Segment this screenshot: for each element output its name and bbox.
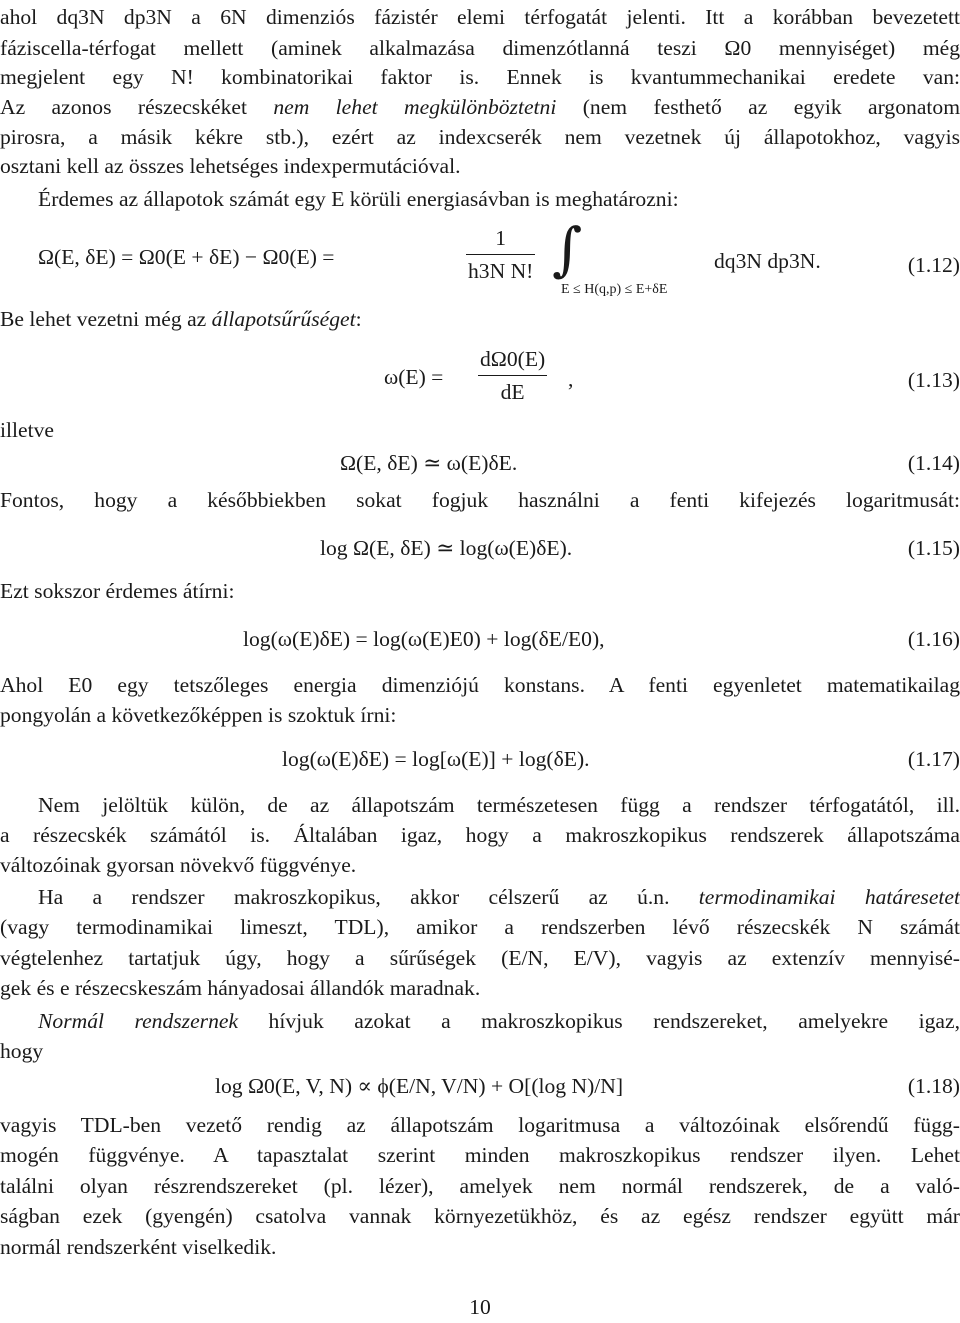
paragraph-line (38, 1006, 960, 1037)
paragraph-line: Ezt sokszor érdemes átírni: (0, 579, 235, 603)
equation-number: (1.18) (907, 1074, 960, 1098)
text-run: Ha a rendszer makroszkopikus, akkor célszerű az ú.n. (38, 885, 699, 909)
paragraph-line: találni olyan részrendszereket (pl. lézer), amelyek nem normál rendszerek, de a való- (0, 1174, 960, 1198)
fraction-denominator: dE (500, 380, 525, 404)
paragraph-line: megjelent egy N! kombinatorikai faktor is. Ennek is kvantummechanikai eredete van: (0, 65, 960, 89)
text-run: Be lehet vezetni még az (0, 307, 212, 331)
paragraph-line: osztani kell az összes lehetséges indexpermutációval. (0, 154, 461, 178)
paragraph-line: Érdemes az állapotok számát egy E körüli energiasávban is meghatározni: (38, 187, 679, 211)
paragraph-line: változóinak gyorsan növekvő függvénye. (0, 853, 357, 877)
paragraph-line (0, 304, 960, 335)
paragraph-line: ságban ezek (gyengén) csatolva vannak környezetükhöz, és az egész rendszer együtt már (0, 1204, 960, 1228)
equation-1-12-rhs: dq3N dp3N. (714, 249, 821, 273)
emphasis-text: nem lehet megkülönböztetni (273, 95, 557, 119)
text-run: : (355, 307, 362, 331)
paragraph-line: ahol dq3N dp3N a 6N dimenziós fázistér elemi térfogatát jelenti. Itt a korábban bevezetett (0, 5, 960, 29)
equation-number: (1.14) (907, 451, 960, 475)
paragraph-line: fáziscella-térfogat mellett (aminek alkalmazása dimenzótlanná teszi Ω0 mennyiséget) még (0, 36, 960, 60)
paragraph-line: gek és e részecskeszám hányadosai állandók maradnak. (0, 976, 481, 1000)
equation-number: (1.12) (907, 253, 960, 277)
equation-number: (1.13) (907, 368, 960, 392)
paragraph-line: normál rendszerként viselkedik. (0, 1235, 277, 1259)
paragraph-line: vagyis TDL-ben vezető rendig az állapotszám logaritmusa a változóinak elsőrendű függ- (0, 1113, 960, 1137)
equation-1-13-lhs: ω(E) = (384, 365, 444, 389)
equation-1-17: log(ω(E)δE) = log[ω(E)] + log(δE). (282, 747, 590, 771)
equation-1-12-fraction (466, 222, 535, 287)
paragraph-line (38, 882, 960, 913)
integral-sign: ∫ (552, 215, 583, 283)
paragraph-line: illetve (0, 418, 54, 442)
paragraph-line: a részecskék számától is. Általában igaz, hogy a makroszkopikus rendszerek állapotszáma (0, 823, 960, 847)
paragraph-line: (vagy termodinamikai limeszt, TDL), amikor a rendszerben lévő részecskék N számát (0, 915, 960, 939)
equation-1-18: log Ω0(E, V, N) ∝ ϕ(E/N, V/N) + O[(log N)/N] (215, 1074, 624, 1098)
text-run: Az azonos részecskéket (0, 95, 274, 119)
equation-1-12-lhs: Ω(E, δE) = Ω0(E + δE) − Ω0(E) = (38, 245, 335, 269)
equation-1-15: log Ω(E, δE) ≃ log(ω(E)δE). (320, 536, 573, 560)
equation-number: (1.16) (907, 627, 960, 651)
fraction-numerator: dΩ0(E) (478, 343, 547, 376)
fraction-numerator: 1 (466, 222, 535, 255)
equation-1-13-rhs: , (568, 367, 574, 391)
page-number: 10 (469, 1295, 491, 1319)
paragraph-line: hogy (0, 1039, 44, 1063)
fraction-denominator: h3N N! (468, 259, 534, 283)
paragraph-line: mogén függvénye. A tapasztalat szerint minden makroszkopikus rendszer ilyen. Lehet (0, 1143, 960, 1167)
paragraph-line: Nem jelöltük külön, de az állapotszám természetesen függ a rendszer térfogatától, ill. (38, 793, 960, 817)
equation-1-13-fraction (478, 343, 547, 408)
text-run: (nem festhető az egyik argonatom (556, 95, 960, 119)
paragraph-line: végtelenhez tartatjuk úgy, hogy a sűrűségek (E/N, E/V), vagyis az extenzív mennyisé- (0, 946, 960, 970)
emphasis-text: termodinamikai határesetet (698, 885, 960, 909)
equation-1-16: log(ω(E)δE) = log(ω(E)E0) + log(δE/E0), (243, 627, 605, 651)
paragraph-line: pongyolán a következőképpen is szoktuk írni: (0, 703, 397, 727)
equation-number: (1.15) (907, 536, 960, 560)
paragraph-line: Ahol E0 egy tetszőleges energia dimenziójú konstans. A fenti egyenletet matematikailag (0, 673, 960, 697)
paragraph-line (0, 92, 960, 123)
emphasis-text: állapotsűrűséget (211, 307, 356, 331)
paragraph-line: Fontos, hogy a későbbiekben sokat fogjuk használni a fenti kifejezés logaritmusát: (0, 488, 960, 512)
equation-number: (1.17) (907, 747, 960, 771)
text-run: hívjuk azokat a makroszkopikus rendszereket, amelyekre igaz, (238, 1009, 960, 1033)
paragraph-line: pirosra, a másik kékre stb.), ezért az indexcserék nem vezetnek új állapotokhoz, vagyis (0, 125, 960, 149)
integral-limits: E ≤ H(q,p) ≤ E+δE (561, 282, 668, 297)
equation-1-14: Ω(E, δE) ≃ ω(E)δE. (340, 451, 518, 475)
emphasis-text: Normál rendszernek (38, 1009, 239, 1033)
